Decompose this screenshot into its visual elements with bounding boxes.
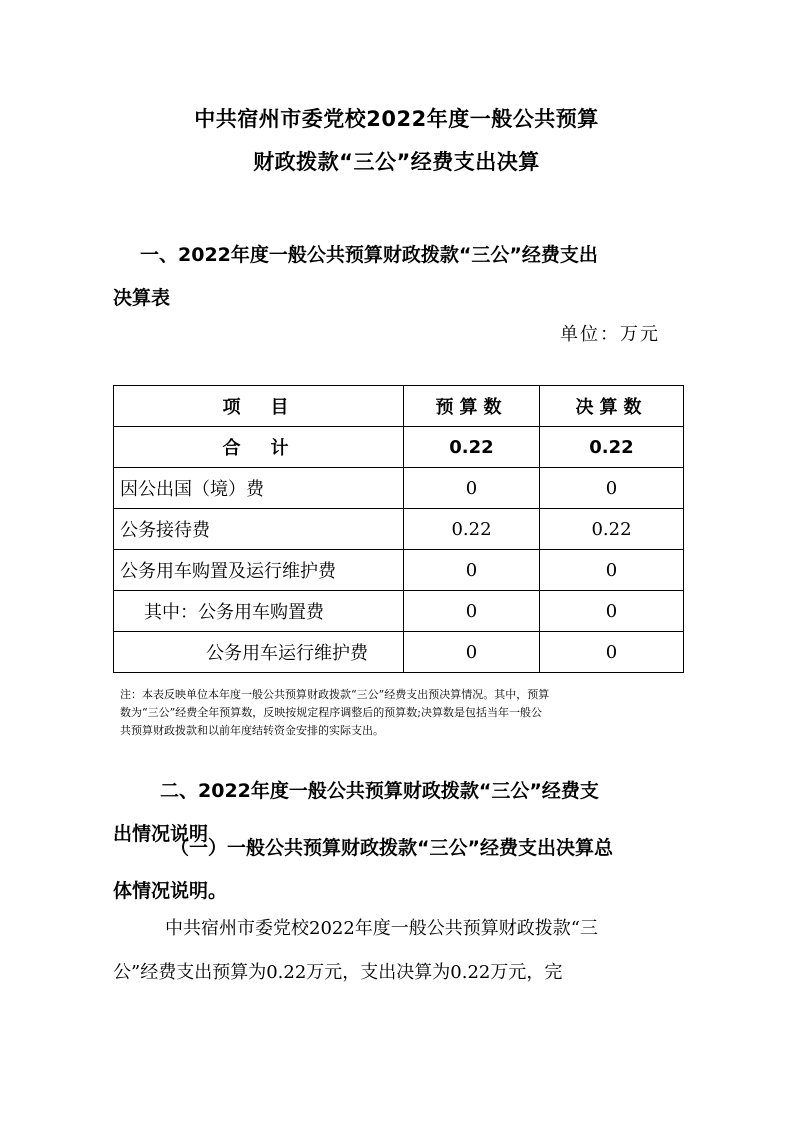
row-item: 公务用车购置及运行维护费 <box>114 550 404 591</box>
subsection1-heading-line-2: 体情况说明。 <box>113 880 228 902</box>
paragraph-line-1: 中共宿州市委党校2022年度一般公共预算财政拨款“三 <box>165 918 599 939</box>
table-row <box>114 468 684 509</box>
table-row <box>114 550 684 591</box>
row-budget: 0 <box>404 632 540 673</box>
table-row <box>114 632 684 673</box>
note-line-2: 数为“三公”经费全年预算数，反映按规定程序调整后的预算数;决算数是包括当年一般公 <box>120 706 542 719</box>
row-final: 0.22 <box>540 509 684 550</box>
table-header-row <box>114 386 684 427</box>
row-budget: 0 <box>404 468 540 509</box>
document-title-line-2: 财政拨款“三公”经费支出决算 <box>253 150 540 174</box>
three-public-expense-table <box>113 385 684 673</box>
paragraph-line-2: 公”经费支出预算为0.22万元，支出决算为0.22万元，完 <box>113 962 563 983</box>
table-row <box>114 591 684 632</box>
row-budget: 0.22 <box>404 509 540 550</box>
row-final: 0 <box>540 591 684 632</box>
section1-heading-line-2: 决算表 <box>113 287 171 309</box>
row-item: 因公出国（境）费 <box>114 468 404 509</box>
table-note <box>120 686 680 740</box>
row-total-final: 0.22 <box>540 427 684 468</box>
row-budget: 0 <box>404 550 540 591</box>
document-title-line-1: 中共宿州市委党校2022年度一般公共预算 <box>194 107 599 131</box>
section2-heading-line-1: 二、2022年度一般公共预算财政拨款“三公”经费支 <box>160 780 599 802</box>
section2-heading-line-2: 出情况说明 <box>113 823 209 845</box>
table-row-total <box>114 427 684 468</box>
row-final: 0 <box>540 468 684 509</box>
row-total-budget: 0.22 <box>404 427 540 468</box>
header-budget: 预算数 <box>404 386 540 427</box>
row-final: 0 <box>540 550 684 591</box>
row-item: 公务用车运行维护费 <box>114 632 404 673</box>
note-line-3: 共预算财政拨款和以前年度结转资金安排的实际支出。 <box>120 724 384 737</box>
header-item: 项 目 <box>114 386 404 427</box>
header-final: 决算数 <box>540 386 684 427</box>
row-item: 公务接待费 <box>114 509 404 550</box>
row-budget: 0 <box>404 591 540 632</box>
note-line-1: 注：本表反映单位本年度一般公共预算财政拨款“三公”经费支出预决算情况。其中，预算 <box>120 688 550 701</box>
row-final: 0 <box>540 632 684 673</box>
subsection1-heading-line-1: （一）一般公共预算财政拨款“三公”经费支出决算总 <box>170 837 613 859</box>
row-total-item: 合 计 <box>114 427 404 468</box>
row-item: 其中：公务用车购置费 <box>114 591 404 632</box>
table-row <box>114 509 684 550</box>
unit-label: 单位：万元 <box>560 324 660 345</box>
section1-heading-line-1: 一、2022年度一般公共预算财政拨款“三公”经费支出 <box>140 244 598 266</box>
